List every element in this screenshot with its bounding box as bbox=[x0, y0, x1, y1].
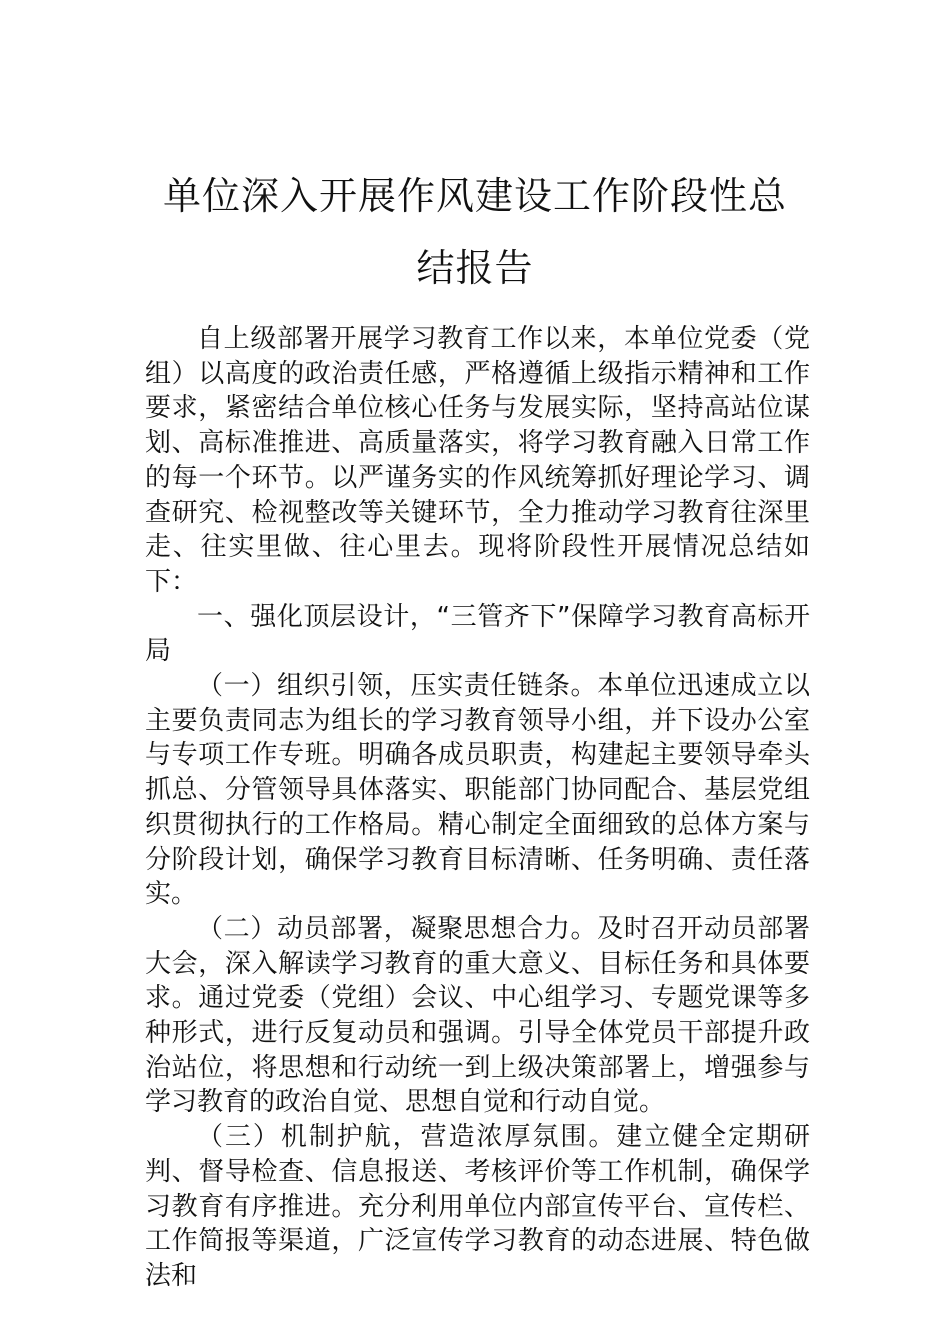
document-title: 单位深入开展作风建设工作阶段性总结报告 bbox=[162, 174, 787, 290]
paragraph-mobilization: （二）动员部署，凝聚思想合力。及时召开动员部署大会，深入解读学习教育的重大意义、目标任务和具体要求。通过党委（党组）会议、中心组学习、专题党课等多种形式，进行反复动员和强调。引导全体党员干部提升政治站位，将思想和行动统一到上级决策部署上，增强参与学习教育的政治自觉、思想自觉和行动自觉。 bbox=[145, 913, 810, 1118]
section-heading-1: 一、强化顶层设计，“三管齐下”保障学习教育高标开局 bbox=[145, 601, 810, 667]
paragraph-mechanism: （三）机制护航，营造浓厚氛围。建立健全定期研判、督导检查、信息报送、考核评价等工作机制，确保学习教育有序推进。充分利用单位内部宣传平台、宣传栏、工作简报等渠道，广泛宣传学习教育的动态进展、特色做法和 bbox=[145, 1122, 810, 1291]
paragraph-intro: 自上级部署开展学习教育工作以来，本单位党委（党组）以高度的政治责任感，严格遵循上级指示精神和工作要求，紧密结合单位核心任务与发展实际，坚持高站位谋划、高标准推进、高质量落实，将学习教育融入日常工作的每一个环节。以严谨务实的作风统筹抓好理论学习、调查研究、检视整改等关键环节，全力推动学习教育往深里走、往实里做、往心里去。现将阶段性开展情况总结如下： bbox=[145, 324, 810, 597]
document-body bbox=[145, 322, 810, 1294]
paragraph-organization: （一）组织引领，压实责任链条。本单位迅速成立以主要负责同志为组长的学习教育领导小组，并下设办公室与专项工作专班。明确各成员职责，构建起主要领导牵头抓总、分管领导具体落实、职能部门协同配合、基层党组织贯彻执行的工作格局。精心制定全面细致的总体方案与分阶段计划，确保学习教育目标清晰、任务明确、责任落实。 bbox=[145, 671, 810, 910]
